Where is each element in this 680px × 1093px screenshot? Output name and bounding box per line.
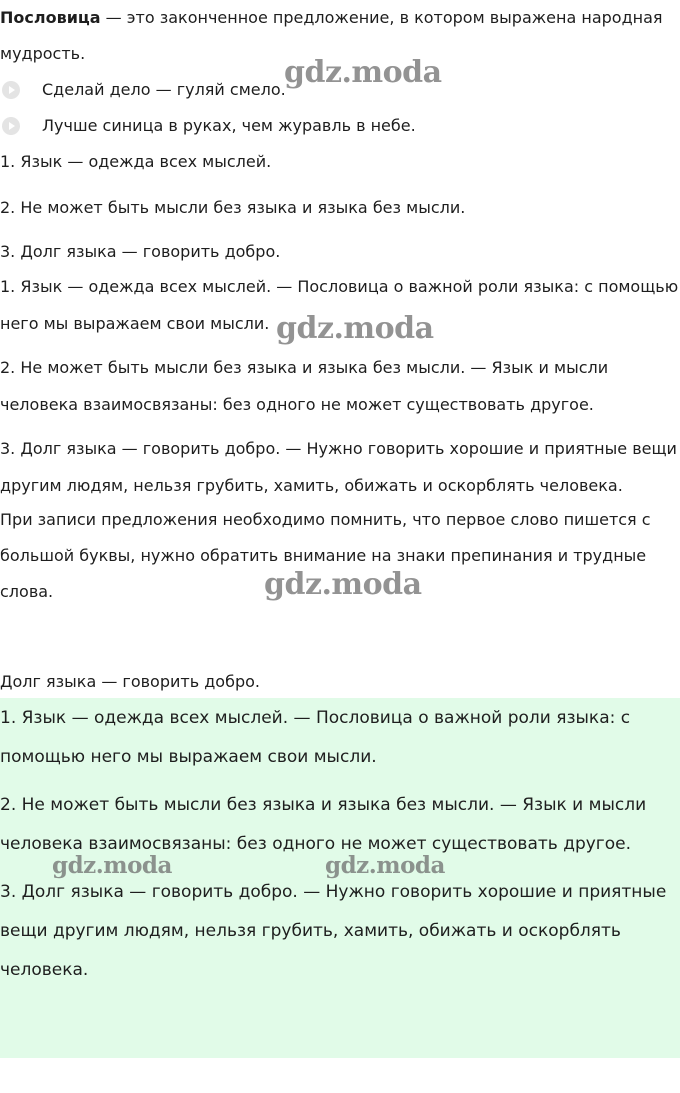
definition-text: — это законченное предложение, в котором выражена народная xyxy=(100,8,663,27)
answer-line: 2. Не может быть мысли без языка и языка без мысли. — Язык и мысли xyxy=(0,795,647,815)
term-pословица: Пословица xyxy=(0,8,101,27)
note-line: При записи предложения необходимо помнить, что первое слово пишется с xyxy=(0,510,651,529)
list-item: 1. Язык — одежда всех мыслей. xyxy=(0,152,272,171)
note-line: слова. xyxy=(0,582,54,601)
play-bullet-icon xyxy=(2,117,20,135)
watermark-logo: gdz.moda xyxy=(284,55,442,90)
answer-line: 3. Долг языка — говорить добро. — Нужно говорить хорошие и приятные xyxy=(0,882,667,902)
definition-line xyxy=(0,9,663,27)
explained-line: другим людям, нельзя грубить, хамить, обижать и оскорблять человека. xyxy=(0,476,623,495)
answer-line: 1. Язык — одежда всех мыслей. — Пословица о важной роли языка: с xyxy=(0,708,631,728)
watermark-logo: gdz.moda xyxy=(276,311,434,346)
explained-line: 3. Долг языка — говорить добро. — Нужно говорить хорошие и приятные вещи xyxy=(0,439,677,458)
explained-line: человека взаимосвязаны: без одного не может существовать другое. xyxy=(0,395,594,414)
example-item: Сделай дело — гуляй смело. xyxy=(42,80,286,99)
note-line: большой буквы, нужно обратить внимание на знаки препинания и трудные xyxy=(0,546,647,565)
watermark-logo: gdz.moda xyxy=(52,852,172,879)
definition-line-cont: мудрость. xyxy=(0,44,86,63)
answer-line: помощью него мы выражаем свои мысли. xyxy=(0,747,377,767)
explained-line: 2. Не может быть мысли без языка и языка без мысли. — Язык и мысли xyxy=(0,358,609,377)
answer-line: человека. xyxy=(0,960,89,980)
answer-line: человека взаимосвязаны: без одного не может существовать другое. xyxy=(0,834,631,854)
play-bullet-icon xyxy=(2,81,20,99)
explained-line: него мы выражаем свои мысли. xyxy=(0,314,270,333)
watermark-logo: gdz.moda xyxy=(325,852,445,879)
example-item: Лучше синица в руках, чем журавль в небе. xyxy=(42,116,416,135)
list-item: 2. Не может быть мысли без языка и языка без мысли. xyxy=(0,198,466,217)
chosen-proverb: Долг языка — говорить добро. xyxy=(0,672,260,691)
answer-line: вещи другим людям, нельзя грубить, хамить, обижать и оскорблять xyxy=(0,921,621,941)
explained-line: 1. Язык — одежда всех мыслей. — Пословица о важной роли языка: с помощью xyxy=(0,277,679,296)
watermark-logo: gdz.moda xyxy=(264,567,422,602)
list-item: 3. Долг языка — говорить добро. xyxy=(0,242,281,261)
